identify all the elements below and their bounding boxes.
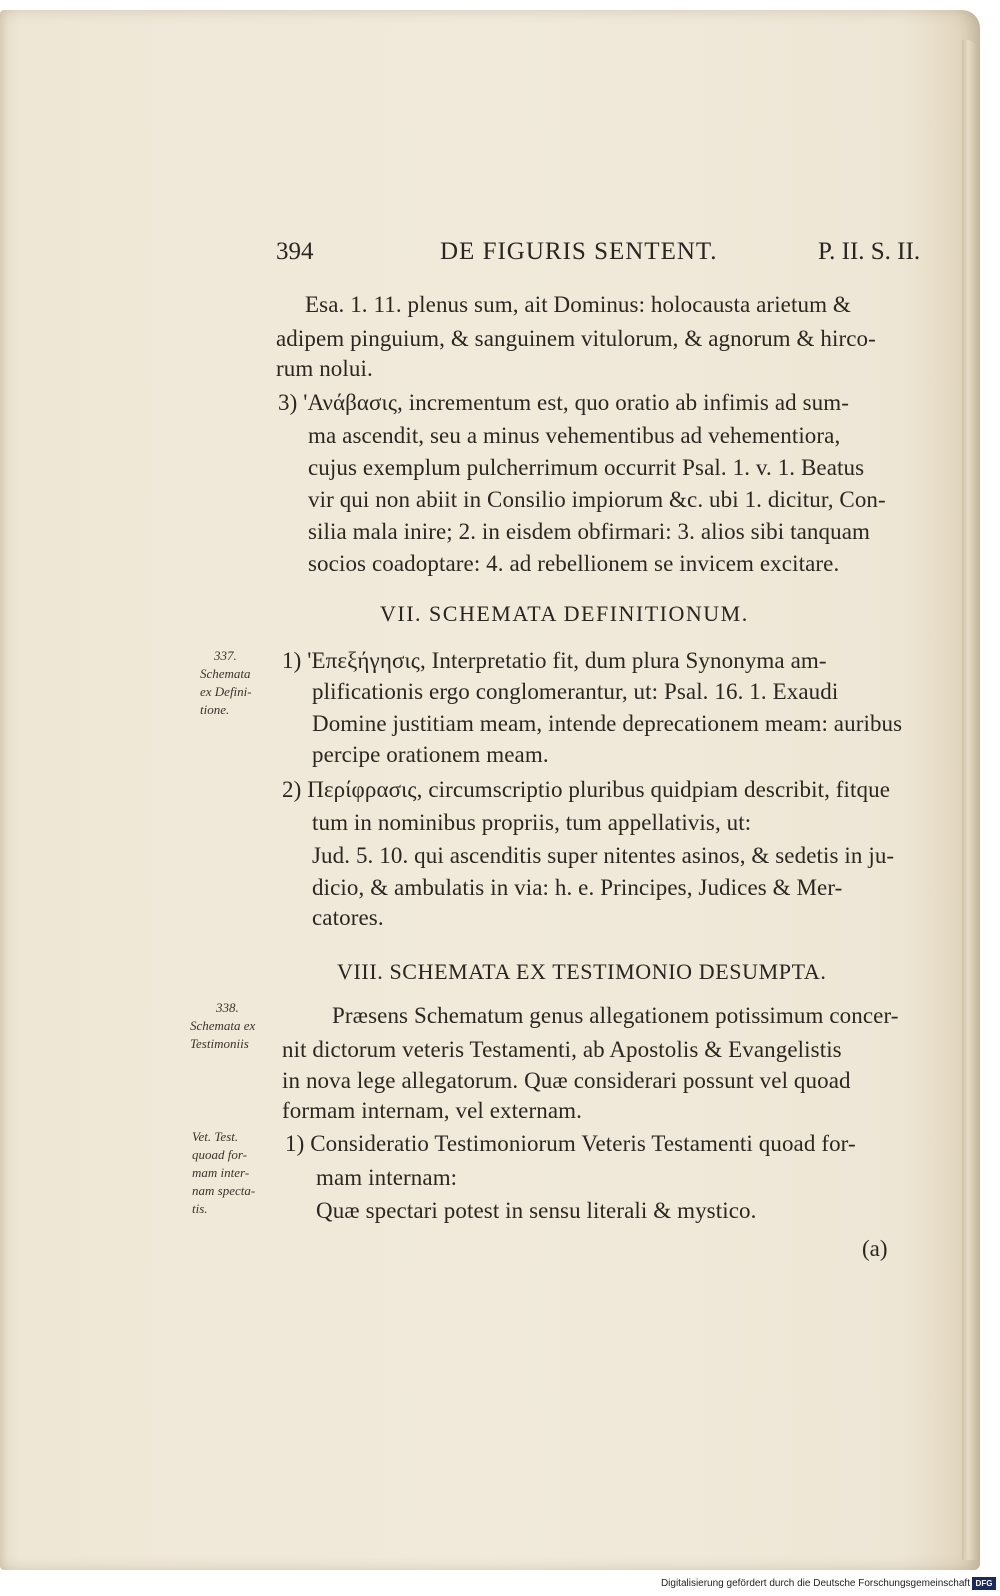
text-line-13: percipe orationem meam. (312, 742, 549, 767)
text-line-17: dicio, & ambulatis in via: h. e. Principes, Judices & Mer- (312, 875, 843, 900)
text-line-9: socios coadoptare: 4. ad rebellionem se invicem excitare. (308, 551, 840, 576)
text-line-11: plificationis ergo conglomerantur, ut: Psal. 16. 1. Exaudi (312, 679, 839, 704)
text-line-18: catores. (312, 905, 384, 930)
page-edge (962, 40, 980, 1560)
margin-note-line: tione. (200, 702, 230, 717)
page-number: 394 (276, 238, 314, 265)
text-line-5: ma ascendit, seu a minus vehementibus ad vehementiora, (308, 423, 841, 448)
margin-note-line: quoad for- (192, 1147, 247, 1162)
margin-note-338 (190, 999, 255, 1053)
margin-note-line: Vet. Test. (192, 1129, 239, 1144)
section-reference: P. II. S. II. (818, 238, 921, 265)
text-line-15: tum in nominibus propriis, tum appellativis, ut: (312, 810, 752, 835)
margin-note-line: Schemata ex (190, 1018, 256, 1033)
margin-note-line: mam inter- (192, 1165, 250, 1180)
section-heading-viii: VIII. SCHEMATA EX TESTIMONIO DESUMPTA. (337, 959, 827, 984)
margin-note-line: Testimoniis (190, 1036, 249, 1051)
text-line-6: cujus exemplum pulcherrimum occurrit Psal. 1. v. 1. Beatus (308, 455, 865, 480)
text-line-22: formam internam, vel externam. (282, 1098, 582, 1123)
text-line-23: 1) Consideratio Testimoniorum Veteris Testamenti quoad for- (285, 1131, 856, 1156)
catchword: (a) (862, 1236, 888, 1261)
text-line-19: Præsens Schematum genus allegationem potissimum concer- (332, 1003, 899, 1028)
margin-note-337 (200, 647, 252, 719)
margin-note-line: tis. (192, 1201, 208, 1216)
text-line-2: adipem pinguium, & sanguinem vitulorum, & agnorum & hirco- (276, 326, 876, 351)
dfg-logo: DFG (972, 1577, 996, 1590)
text-line-1: Esa. 1. 11. plenus sum, ait Dominus: holocausta arietum & (305, 292, 851, 317)
text-line-16: Jud. 5. 10. qui ascenditis super nitentes asinos, & sedetis in ju- (312, 843, 895, 868)
text-line-4: 3) 'Ανάβασις, incrementum est, quo oratio ab infimis ad sum- (278, 390, 849, 415)
text-line-24: mam internam: (316, 1165, 458, 1190)
text-line-20: nit dictorum veteris Testamenti, ab Apostolis & Evangelistis (282, 1037, 842, 1062)
funding-notice: Digitalisierung gefördert durch die Deutsche Forschungsgemeinschaft (660, 1578, 970, 1589)
running-title: DE FIGURIS SENTENT. (440, 238, 718, 265)
text-line-10: 1) 'Επεξήγησις, Interpretatio fit, dum plura Synonyma am- (282, 648, 827, 673)
text-line-8: silia mala inire; 2. in eisdem obfirmari: 3. alios sibi tanquam (308, 519, 871, 544)
text-line-25: Quæ spectari potest in sensu literali & mystico. (316, 1198, 757, 1223)
text-line-21: in nova lege allegatorum. Quæ considerari possunt vel quoad (282, 1068, 851, 1093)
text-line-12: Domine justitiam meam, intende deprecationem meam: auribus (312, 711, 903, 736)
text-line-14: 2) Περίφρασις, circumscriptio pluribus quidpiam describit, fitque (282, 777, 891, 802)
margin-note-line: Schemata (200, 666, 251, 681)
margin-note-line: 337. (214, 648, 237, 663)
margin-note-line: 338. (216, 1000, 239, 1015)
margin-note-line: nam specta- (192, 1183, 256, 1198)
text-line-7: vir qui non abiit in Consilio impiorum &c. ubi 1. dicitur, Con- (308, 487, 886, 512)
text-line-3: rum nolui. (276, 356, 373, 381)
margin-note-line: ex Defini- (200, 684, 252, 699)
section-heading-vii: VII. SCHEMATA DEFINITIONUM. (380, 601, 749, 626)
margin-note-vet-test (192, 1128, 255, 1218)
